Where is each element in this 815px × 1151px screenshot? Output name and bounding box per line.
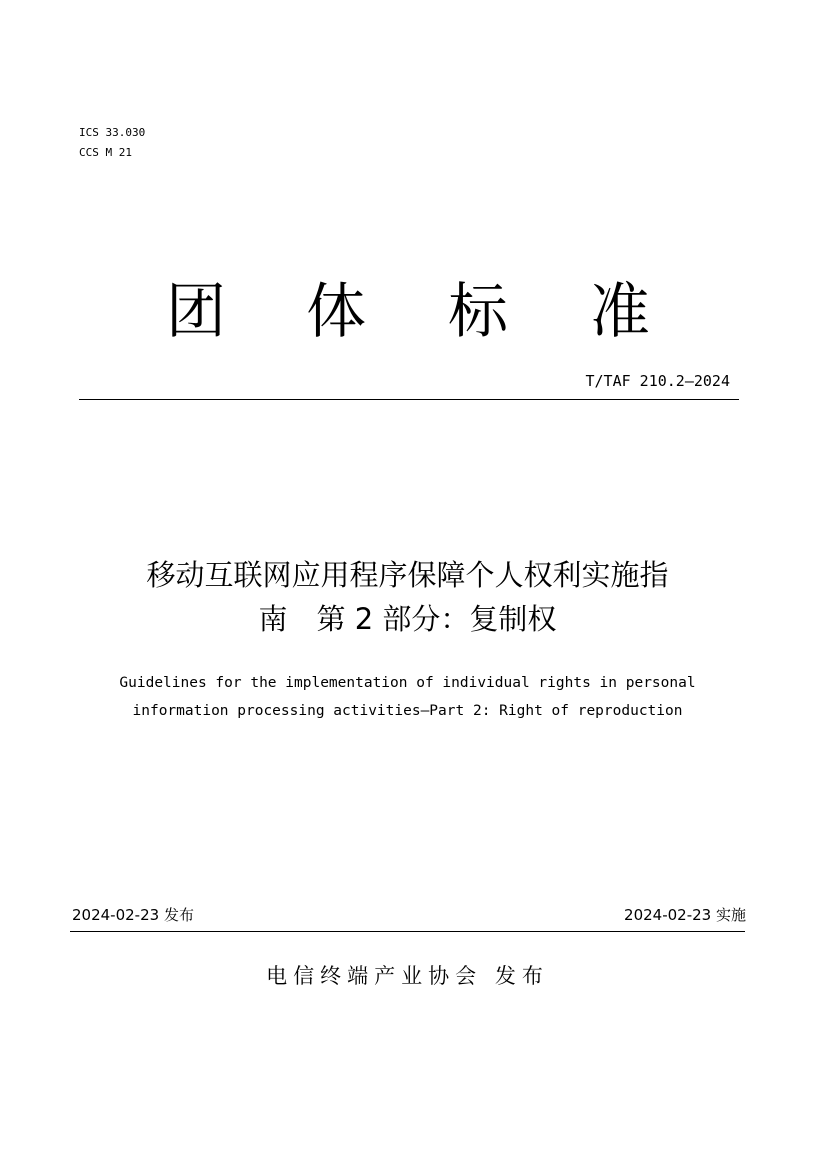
header-divider [79, 399, 739, 400]
publish-date: 2024-02-23 发布 [72, 906, 194, 924]
english-title [0, 669, 815, 725]
standard-type-char: 体 [306, 277, 366, 347]
footer-divider [70, 931, 745, 932]
implement-date: 2024-02-23 实施 [624, 906, 746, 924]
standard-number: T/TAF 210.2—2024 [585, 372, 730, 390]
standard-type-char: 标 [448, 277, 508, 347]
chinese-title [0, 553, 815, 641]
classification-codes [79, 123, 145, 163]
standard-type-char: 团 [166, 277, 226, 347]
standard-type-title [0, 272, 815, 352]
standard-type-char: 准 [590, 277, 650, 347]
chinese-title-line-2: 南 第 2 部分：复制权 [258, 602, 557, 636]
english-title-line-1: Guidelines for the implementation of individual rights in personal [119, 675, 696, 691]
publisher: 电信终端产业协会 发布 [266, 964, 549, 988]
english-title-line-2: information processing activities—Part 2: Right of reproduction [132, 703, 683, 719]
ccs-code: CCS M 21 [79, 146, 132, 159]
chinese-title-line-1: 移动互联网应用程序保障个人权利实施指 [146, 558, 669, 592]
ics-code: ICS 33.030 [79, 126, 146, 139]
